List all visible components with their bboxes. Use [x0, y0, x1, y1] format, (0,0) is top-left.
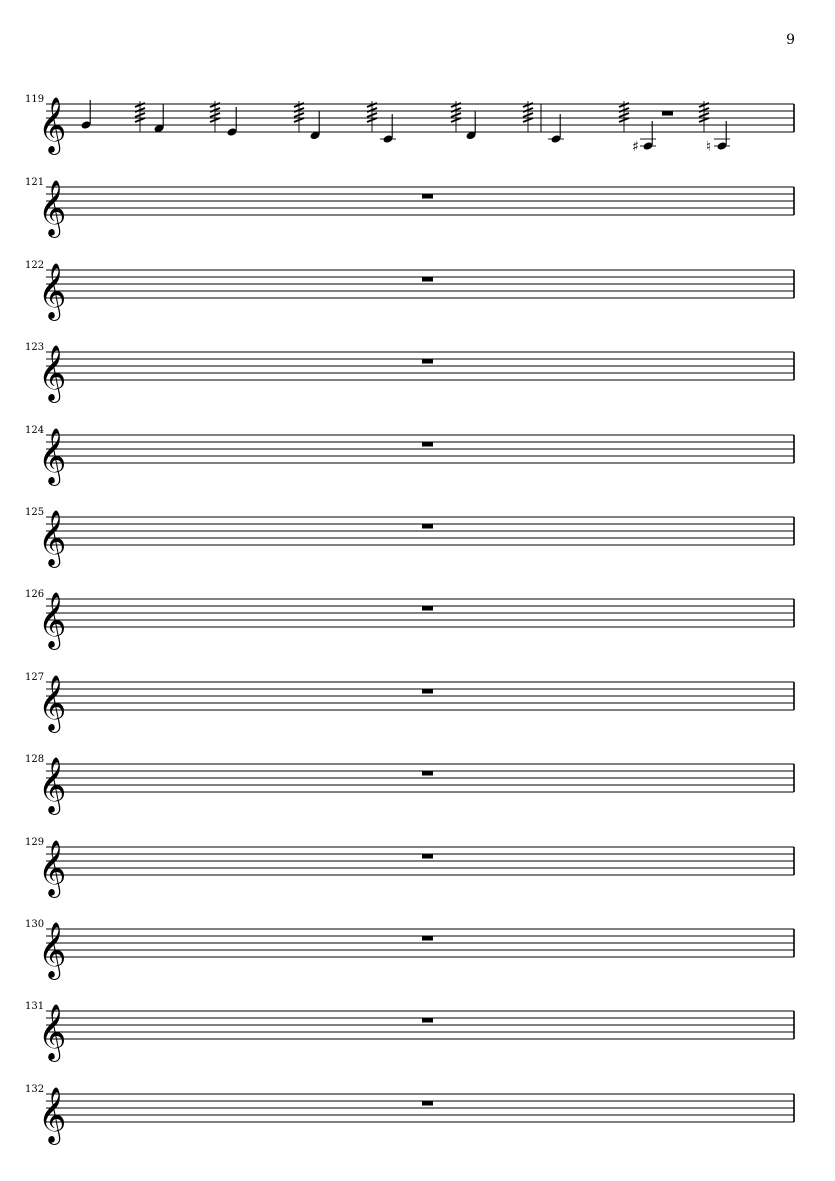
- treble-clef-icon: 𝄞: [38, 1087, 67, 1143]
- whole-rest: [422, 690, 433, 694]
- whole-rest: [662, 112, 673, 116]
- treble-clef-icon: 𝄞: [38, 263, 67, 319]
- staff: [0, 1085, 835, 1145]
- staff-system: [0, 1085, 835, 1145]
- whole-rest: [422, 772, 433, 776]
- staff: [0, 261, 835, 321]
- treble-clef-icon: 𝄞: [38, 180, 67, 236]
- natural-icon: ♮: [706, 139, 712, 155]
- measure-number: 123: [25, 342, 45, 353]
- whole-rest: [422, 937, 433, 941]
- page-number: 9: [786, 32, 795, 48]
- whole-rest: [422, 443, 433, 447]
- measure-number: 121: [25, 177, 45, 188]
- treble-clef-icon: 𝄞: [38, 97, 67, 153]
- staff: [0, 755, 835, 815]
- note: [226, 107, 237, 137]
- staff: [0, 343, 835, 403]
- tremolo-mark: [699, 101, 709, 132]
- treble-clef-icon: 𝄞: [38, 840, 67, 896]
- measure-number: 122: [25, 260, 45, 271]
- note: [632, 121, 656, 155]
- note: [706, 121, 730, 155]
- staff-system: [0, 261, 835, 321]
- treble-clef-icon: 𝄞: [38, 592, 67, 648]
- whole-rest: [422, 195, 433, 199]
- staff-system: [0, 920, 835, 980]
- staff: [0, 95, 835, 155]
- treble-clef-icon: 𝄞: [38, 510, 67, 566]
- measure-number: 128: [25, 754, 45, 765]
- measure-number: 129: [25, 837, 45, 848]
- treble-clef-icon: 𝄞: [38, 345, 67, 401]
- staff: [0, 426, 835, 486]
- staff-system: [0, 178, 835, 238]
- treble-clef-icon: 𝄞: [38, 757, 67, 813]
- staff-system: [0, 95, 835, 155]
- staff: [0, 508, 835, 568]
- staff: [0, 838, 835, 898]
- measure-number: 125: [25, 507, 45, 518]
- staff: [0, 590, 835, 650]
- whole-rest: [422, 1019, 433, 1023]
- staff-system: [0, 755, 835, 815]
- measure-number: 132: [25, 1084, 45, 1095]
- tremolo-mark: [210, 101, 220, 132]
- measure-number: 124: [25, 425, 45, 436]
- treble-clef-icon: 𝄞: [38, 922, 67, 978]
- measure-number: 119: [25, 94, 45, 105]
- whole-rest: [422, 855, 433, 859]
- staff-system: [0, 508, 835, 568]
- sharp-icon: ♯: [632, 139, 639, 155]
- note: [380, 114, 396, 144]
- whole-rest: [422, 278, 433, 282]
- staff: [0, 178, 835, 238]
- staff: [0, 920, 835, 980]
- whole-rest: [422, 607, 433, 611]
- tremolo-mark: [619, 101, 629, 132]
- staff: [0, 673, 835, 733]
- measure-number: 131: [25, 1001, 45, 1012]
- treble-clef-icon: 𝄞: [38, 675, 67, 731]
- tremolo-mark: [294, 101, 304, 132]
- staff: [0, 1002, 835, 1062]
- staff-system: [0, 838, 835, 898]
- measure-number: 126: [25, 589, 45, 600]
- staff-system: [0, 426, 835, 486]
- measure-number: 130: [25, 919, 45, 930]
- whole-rest: [422, 525, 433, 529]
- treble-clef-icon: 𝄞: [38, 1004, 67, 1060]
- whole-rest: [422, 1102, 433, 1106]
- staff-system: [0, 590, 835, 650]
- staff-system: [0, 1002, 835, 1062]
- treble-clef-icon: 𝄞: [38, 428, 67, 484]
- note: [548, 114, 564, 144]
- tremolo-mark: [451, 101, 461, 132]
- measure-number: 127: [25, 672, 45, 683]
- tremolo-mark: [367, 101, 377, 132]
- staff-system: [0, 343, 835, 403]
- staff-system: [0, 673, 835, 733]
- whole-rest: [422, 360, 433, 364]
- note: [80, 100, 91, 130]
- tremolo-mark: [135, 101, 145, 132]
- tremolo-mark: [523, 101, 533, 132]
